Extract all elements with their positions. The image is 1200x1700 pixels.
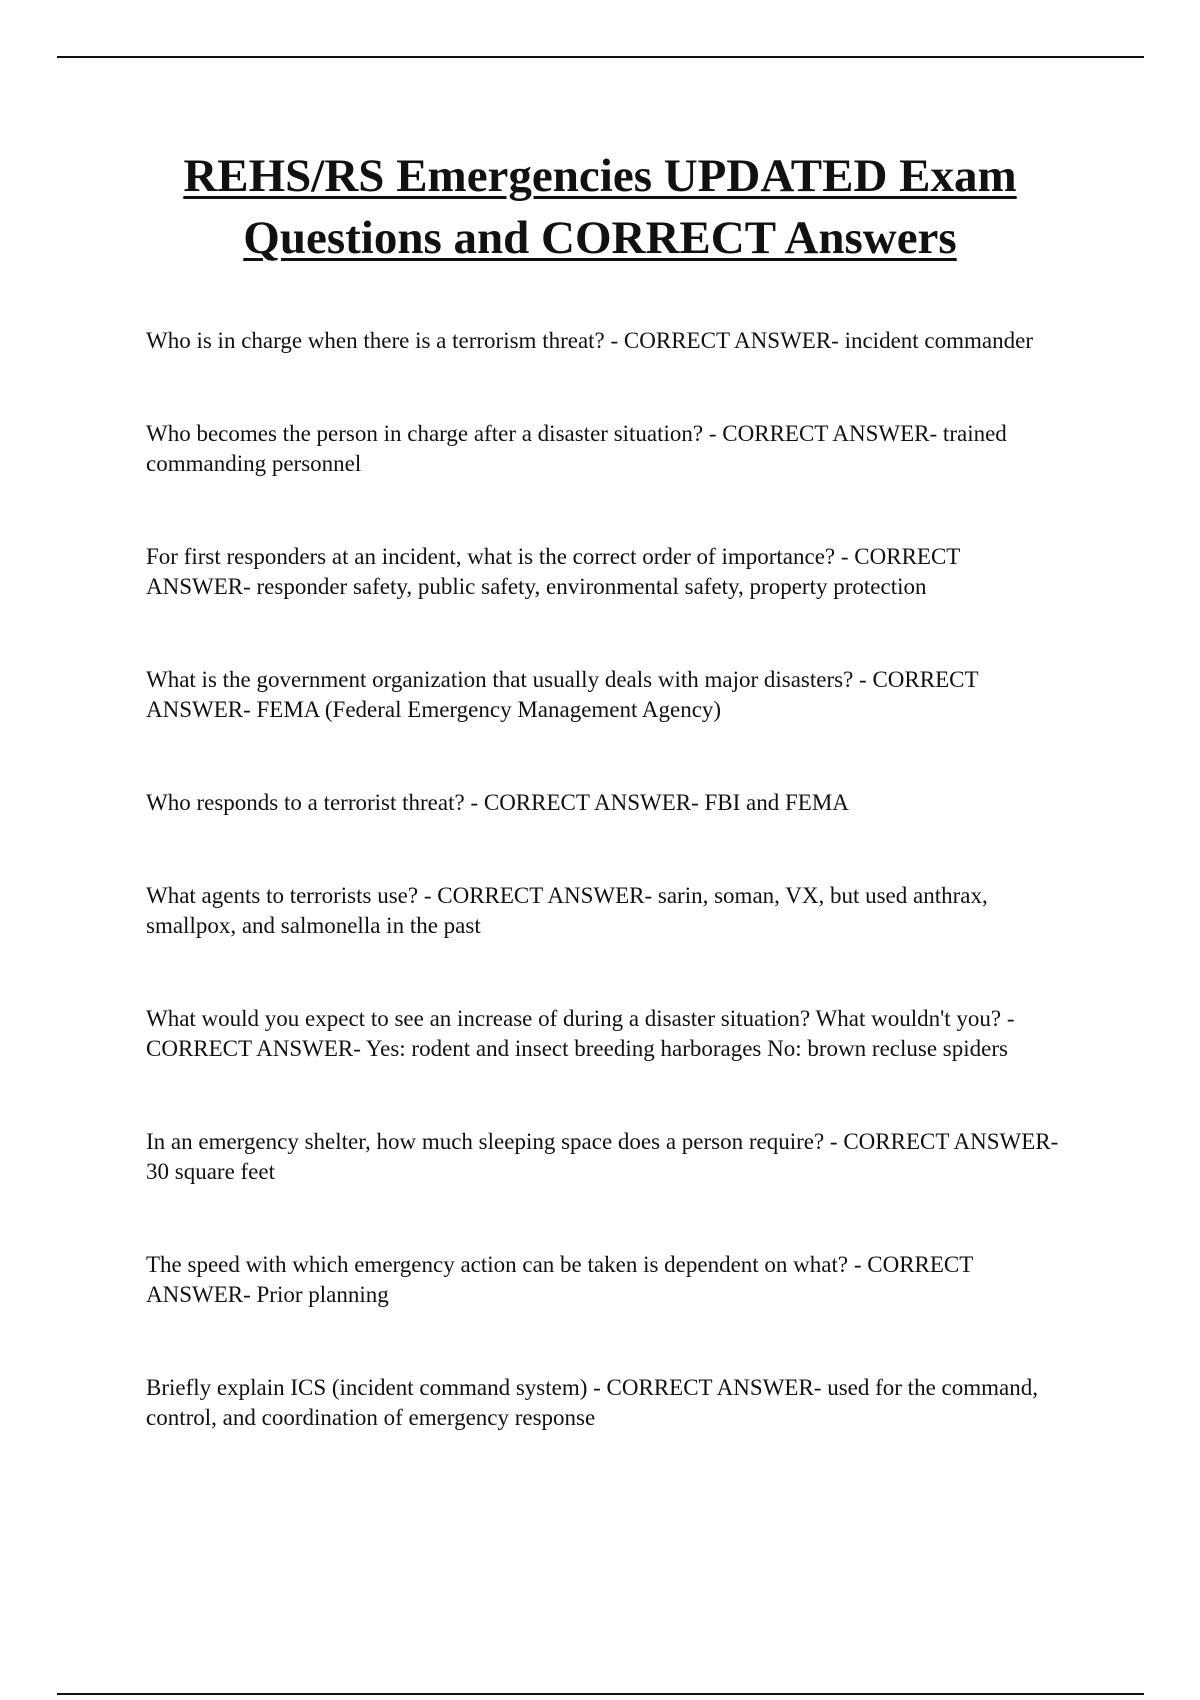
qa-item: What agents to terrorists use? - CORRECT ANSWER- sarin, soman, VX, but used anthrax, smallpox, and salmonella in the past — [146, 883, 988, 938]
bottom-divider — [57, 1693, 1144, 1695]
qa-list — [146, 326, 1066, 1496]
qa-item: The speed with which emergency action can be taken is dependent on what? - CORRECT ANSWER- Prior planning — [146, 1252, 973, 1307]
document-title — [100, 145, 1100, 269]
qa-item: What is the government organization that usually deals with major disasters? - CORRECT ANSWER- FEMA (Federal Emergency Management Agency) — [146, 667, 979, 722]
title-line-1: REHS/RS Emergencies UPDATED Exam — [183, 150, 1017, 202]
qa-item: In an emergency shelter, how much sleeping space does a person require? - CORRECT ANSWER- 30 square feet — [146, 1129, 1059, 1184]
qa-item: What would you expect to see an increase of during a disaster situation? What wouldn't you? - CORRECT ANSWER- Yes: rodent and insect breeding harborages No: brown recluse spiders — [146, 1006, 1015, 1061]
qa-item: Who responds to a terrorist threat? - CORRECT ANSWER- FBI and FEMA — [146, 790, 849, 815]
title-line-2: Questions and CORRECT Answers — [243, 212, 957, 264]
qa-item: For first responders at an incident, what is the correct order of importance? - CORRECT ANSWER- responder safety, public safety, environmental safety, property protection — [146, 544, 960, 599]
qa-item: Who becomes the person in charge after a disaster situation? - CORRECT ANSWER- trained commanding personnel — [146, 421, 1007, 476]
qa-item: Who is in charge when there is a terrorism threat? - CORRECT ANSWER- incident commander — [146, 328, 1033, 353]
qa-item: Briefly explain ICS (incident command system) - CORRECT ANSWER- used for the command, control, and coordination of emergency response — [146, 1375, 1038, 1430]
top-divider — [57, 56, 1144, 58]
